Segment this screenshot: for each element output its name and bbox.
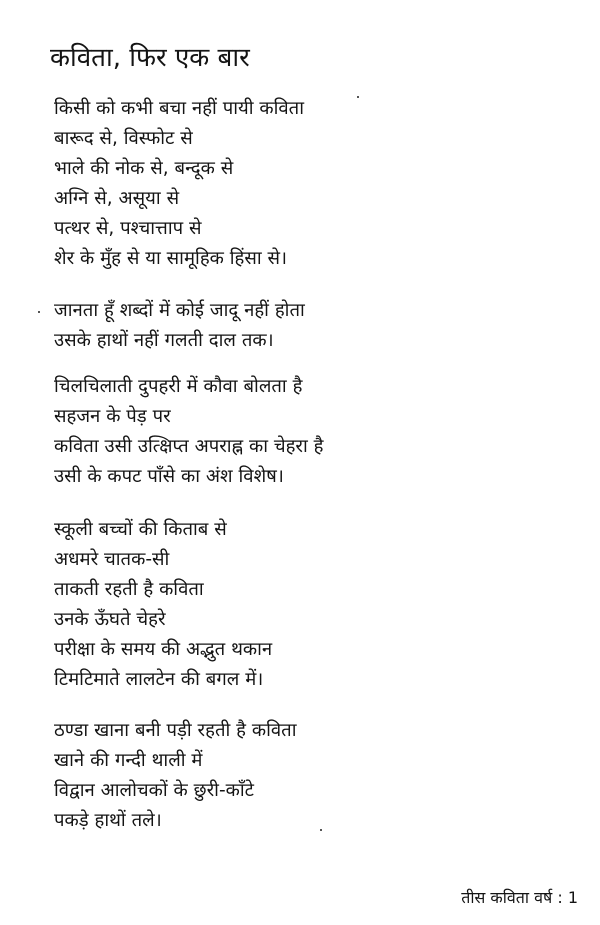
stanza-2 <box>54 296 305 356</box>
poem-line: अधमरे चातक-सी <box>54 549 170 570</box>
poem-line: ठण्डा खाना बनी पड़ी रहती है कविता <box>54 720 297 741</box>
page-footer: तीस कविता वर्ष : 1 <box>461 888 578 907</box>
stanza-1 <box>54 94 304 274</box>
poem-line: पत्थर से, पश्चात्ताप से <box>54 218 202 239</box>
poem-line: कविता उसी उत्क्षिप्त अपराह्न का चेहरा है <box>54 436 324 457</box>
poem-line: शेर के मुँह से या सामूहिक हिंसा से। <box>54 248 288 269</box>
poem-line: किसी को कभी बचा नहीं पायी कविता <box>54 98 305 119</box>
poem-line: चिलचिलाती दुपहरी में कौवा बोलता है <box>54 376 303 397</box>
poem-line: ताकती रहती है कविता <box>54 579 204 600</box>
poem-line: उसी के कपट पाँसे का अंश विशेष। <box>54 466 284 487</box>
poem-line: भाले की नोक से, बन्दूक से <box>54 158 234 179</box>
poem-line: उसके हाथों नहीं गलती दाल तक। <box>54 330 274 351</box>
poem-line: स्कूली बच्चों की किताब से <box>54 519 227 540</box>
print-speck <box>320 829 322 831</box>
poem-line: अग्नि से, असूया से <box>54 188 180 209</box>
poem-line: पकड़े हाथों तले। <box>54 810 162 831</box>
print-speck <box>357 96 359 98</box>
stanza-4 <box>54 515 272 695</box>
poem-title: कविता, फिर एक बार <box>50 43 250 73</box>
poem-line: परीक्षा के समय की अद्भुत थकान <box>54 639 273 660</box>
poem-line: खाने की गन्दी थाली में <box>54 750 203 771</box>
poem-line: टिमटिमाते लालटेन की बगल में। <box>54 669 264 690</box>
stanza-5 <box>54 716 297 836</box>
print-speck <box>38 311 40 313</box>
poem-line: जानता हूँ शब्दों में कोई जादू नहीं होता <box>54 300 305 321</box>
poem-line: सहजन के पेड़ पर <box>54 406 171 427</box>
poem-line: बारूद से, विस्फोट से <box>54 128 193 149</box>
poem-line: विद्वान आलोचकों के छुरी-काँटे <box>54 780 254 801</box>
stanza-3 <box>54 372 324 492</box>
poem-line: उनके ऊँघते चेहरे <box>54 609 166 630</box>
